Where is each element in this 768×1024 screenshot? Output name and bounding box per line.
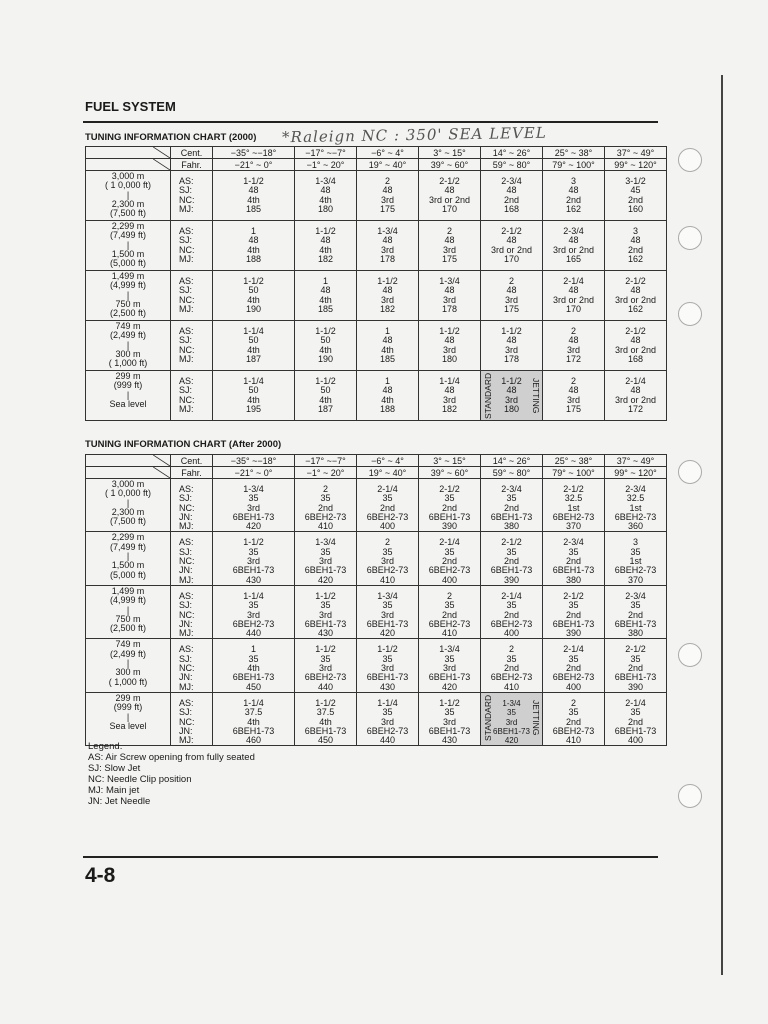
setting-value: 1-1/2 48 3rd 180: [501, 376, 522, 414]
temp-range-fahrenheit: 79° ~ 100°: [543, 159, 605, 171]
setting-value: 2-1/2 35 2nd 6BEH1-73 390: [543, 585, 605, 638]
setting-value: 2 35 2nd 6BEH2-73 410: [543, 692, 605, 745]
setting-value: 2-1/2 48 3rd or 2nd 162: [605, 271, 667, 321]
header-divider-line: [86, 147, 170, 158]
altitude-range: 299 m (999 ft) | Sea level: [86, 692, 171, 745]
setting-value: 1 48 4th 188: [213, 221, 295, 271]
setting-value: 1-3/4 35 3rd 6BEH1-73 420: [357, 585, 419, 638]
fahr-label: Fahr.: [171, 467, 213, 479]
setting-value: 2-3/4 35 2nd 6BEH1-73 380: [481, 479, 543, 532]
setting-value: 2-1/2 48 3rd or 2nd 168: [605, 321, 667, 371]
setting-codes: AS: SJ: NC: MJ:: [171, 321, 213, 371]
setting-value: 2 48 3rd 175: [357, 171, 419, 221]
setting-value: 1-1/2 50 4th 190: [295, 321, 357, 371]
setting-value: 1-1/2 48 4th 185: [213, 171, 295, 221]
temp-range-fahrenheit: 39° ~ 60°: [419, 159, 481, 171]
chart2-title: TUNING INFORMATION CHART (After 2000): [85, 439, 282, 450]
tuning-chart-after-2000: [85, 454, 667, 746]
setting-value: 3 35 1st 6BEH2-73 370: [605, 532, 667, 585]
standard-jetting-cell: [481, 692, 543, 745]
legend-item: SJ: Slow Jet: [88, 763, 141, 774]
temp-range-celsius: 37° ~ 49°: [605, 455, 667, 467]
setting-value: 1-1/2 35 3rd 6BEH1-73 430: [357, 639, 419, 692]
setting-value: 2-3/4 32.5 1st 6BEH2-73 360: [605, 479, 667, 532]
altitude-range: 2,299 m (7,499 ft) | 1,500 m (5,000 ft): [86, 532, 171, 585]
jetting-label: JETTING: [531, 378, 541, 414]
setting-codes: AS: SJ: NC: MJ:: [171, 271, 213, 321]
setting-value: 2-1/2 35 2nd 6BEH1-73 390: [605, 639, 667, 692]
temp-range-celsius: 3° ~ 15°: [419, 147, 481, 159]
setting-value: 1-1/2 50 4th 190: [213, 271, 295, 321]
header-divider-line: [86, 467, 170, 478]
binder-hole: [678, 460, 702, 484]
temp-range-celsius: 25° ~ 38°: [543, 147, 605, 159]
fahr-label: Fahr.: [171, 159, 213, 171]
temp-range-fahrenheit: 59° ~ 80°: [481, 159, 543, 171]
altitude-row: [86, 221, 667, 271]
binder-hole: [678, 784, 702, 808]
setting-value: 1 35 4th 6BEH1-73 450: [213, 639, 295, 692]
setting-value: 2 35 2nd 6BEH2-73 410: [419, 585, 481, 638]
binder-hole: [678, 643, 702, 667]
header-divider-line: [86, 455, 170, 466]
altitude-range: 3,000 m ( 1 0,000 ft) | 2,300 m (7,500 ft): [86, 171, 171, 221]
setting-value: 1-3/4 35 3rd 6BEH1-73 420: [493, 698, 530, 746]
temp-range-celsius: 14° ~ 26°: [481, 147, 543, 159]
setting-value: 1-1/2 35 3rd 6BEH1-73 430: [213, 532, 295, 585]
temp-range-celsius: −6° ~ 4°: [357, 455, 419, 467]
setting-value: 2-1/4 48 3rd or 2nd 170: [543, 271, 605, 321]
setting-value: 1-3/4 48 3rd 178: [419, 271, 481, 321]
setting-value: 2-1/2 35 2nd 6BEH1-73 390: [481, 532, 543, 585]
header-rule: [83, 121, 658, 123]
standard-jetting-cell: [481, 371, 543, 421]
setting-value: 3-1/2 45 2nd 160: [605, 171, 667, 221]
legend-item: NC: Needle Clip position: [88, 774, 192, 785]
setting-value: 1-3/4 35 3rd 6BEH1-73 420: [419, 639, 481, 692]
setting-value: 2-1/4 35 2nd 6BEH2-73 400: [419, 532, 481, 585]
jetting-label: JETTING: [531, 700, 541, 736]
setting-codes: AS: SJ: NC: MJ:: [171, 221, 213, 271]
setting-value: 2 35 2nd 6BEH2-73 410: [295, 479, 357, 532]
legend: [88, 741, 255, 807]
setting-codes: AS: SJ: NC: MJ:: [171, 171, 213, 221]
altitude-range: 749 m (2,499 ft) | 300 m ( 1,000 ft): [86, 321, 171, 371]
setting-value: 2-3/4 35 2nd 6BEH1-73 380: [605, 585, 667, 638]
altitude-header: [86, 467, 171, 479]
handwritten-note: *Raleign NC : 350' SEA LEVEL: [281, 123, 547, 147]
altitude-row: [86, 171, 667, 221]
setting-value: 2 48 3rd 172: [543, 321, 605, 371]
temp-range-celsius: −35° ~−18°: [213, 455, 295, 467]
legend-item: MJ: Main jet: [88, 785, 140, 796]
temp-range-celsius: 14° ~ 26°: [481, 455, 543, 467]
footer-rule: [83, 856, 658, 858]
altitude-range: 3,000 m ( 1 0,000 ft) | 2,300 m (7,500 ft): [86, 479, 171, 532]
temperature-header: [86, 147, 171, 159]
temp-range-fahrenheit: 19° ~ 40°: [357, 159, 419, 171]
setting-value: 2-1/2 35 2nd 6BEH1-73 390: [419, 479, 481, 532]
temp-range-fahrenheit: 19° ~ 40°: [357, 467, 419, 479]
setting-value: 2 35 3rd 6BEH2-73 410: [357, 532, 419, 585]
altitude-row: [86, 639, 667, 692]
setting-value: 2-1/2 48 3rd or 2nd 170: [481, 221, 543, 271]
setting-value: 3 48 2nd 162: [543, 171, 605, 221]
standard-label: STANDARD: [483, 372, 493, 420]
setting-value: 1-1/2 48 4th 182: [295, 221, 357, 271]
temp-range-fahrenheit: −1° ~ 20°: [295, 467, 357, 479]
header-divider-line: [86, 159, 170, 170]
temp-range-celsius: 25° ~ 38°: [543, 455, 605, 467]
setting-value: 2-1/4 35 2nd 6BEH1-73 400: [605, 692, 667, 745]
setting-value: 1-1/4 35 3rd 6BEH2-73 440: [357, 692, 419, 745]
setting-value: 2-3/4 35 2nd 6BEH1-73 380: [543, 532, 605, 585]
setting-value: 1-1/2 50 4th 187: [295, 371, 357, 421]
cent-label: Cent.: [171, 455, 213, 467]
altitude-row: [86, 532, 667, 585]
altitude-row: [86, 371, 667, 421]
setting-codes: AS: SJ: NC: MJ:: [171, 371, 213, 421]
setting-value: 1-1/4 35 3rd 6BEH2-73 440: [213, 585, 295, 638]
setting-value: 1-3/4 48 3rd 178: [357, 221, 419, 271]
chart1-title: TUNING INFORMATION CHART (2000): [85, 132, 257, 143]
header-row-fahrenheit: [86, 159, 667, 171]
cent-label: Cent.: [171, 147, 213, 159]
setting-value: 2-1/4 35 2nd 6BEH2-73 400: [543, 639, 605, 692]
temp-range-fahrenheit: 99° ~ 120°: [605, 467, 667, 479]
page-edge-line: [721, 75, 723, 975]
setting-codes: AS: SJ: NC: JN: MJ:: [171, 585, 213, 638]
setting-value: 2 48 3rd 175: [419, 221, 481, 271]
temp-range-celsius: 3° ~ 15°: [419, 455, 481, 467]
temp-range-fahrenheit: 79° ~ 100°: [543, 467, 605, 479]
temp-range-fahrenheit: −1° ~ 20°: [295, 159, 357, 171]
setting-value: 1-1/4 50 4th 187: [213, 321, 295, 371]
setting-value: 1-1/2 48 3rd 178: [481, 321, 543, 371]
temp-range-celsius: 37° ~ 49°: [605, 147, 667, 159]
setting-value: 1-1/2 35 3rd 6BEH1-73 430: [295, 585, 357, 638]
setting-value: 1-1/2 37.5 4th 6BEH1-73 450: [295, 692, 357, 745]
setting-value: 2-3/4 48 2nd 168: [481, 171, 543, 221]
standard-label: STANDARD: [483, 694, 493, 741]
altitude-row: [86, 479, 667, 532]
altitude-header: [86, 159, 171, 171]
setting-codes: AS: SJ: NC: JN: MJ:: [171, 639, 213, 692]
temp-range-fahrenheit: 59° ~ 80°: [481, 467, 543, 479]
setting-value: 2 48 3rd 175: [481, 271, 543, 321]
setting-value: 2-3/4 48 3rd or 2nd 165: [543, 221, 605, 271]
altitude-row: [86, 271, 667, 321]
header-row-celsius: [86, 147, 667, 159]
binder-hole: [678, 148, 702, 172]
temperature-header: [86, 455, 171, 467]
binder-hole: [678, 226, 702, 250]
altitude-range: 1,499 m (4,999 ft) | 750 m (2,500 ft): [86, 271, 171, 321]
setting-value: 2-1/2 48 3rd or 2nd 170: [419, 171, 481, 221]
header-row-celsius: [86, 455, 667, 467]
setting-value: 1 48 4th 185: [357, 321, 419, 371]
altitude-row: [86, 692, 667, 745]
temp-range-celsius: −35° ~−18°: [213, 147, 295, 159]
setting-value: 2-1/4 35 2nd 6BEH2-73 400: [481, 585, 543, 638]
setting-codes: AS: SJ: NC: JN: MJ:: [171, 692, 213, 745]
legend-item: AS: Air Screw opening from fully seated: [88, 752, 255, 763]
setting-value: 2-1/4 35 2nd 6BEH2-73 400: [357, 479, 419, 532]
setting-value: 2 48 3rd 175: [543, 371, 605, 421]
temp-range-fahrenheit: −21° ~ 0°: [213, 467, 295, 479]
altitude-range: 2,299 m (7,499 ft) | 1,500 m (5,000 ft): [86, 221, 171, 271]
temp-range-celsius: −17° ~−7°: [295, 147, 357, 159]
page-number: 4-8: [85, 864, 116, 887]
temp-range-celsius: −6° ~ 4°: [357, 147, 419, 159]
binder-hole: [678, 302, 702, 326]
altitude-row: [86, 321, 667, 371]
section-title: FUEL SYSTEM: [85, 99, 176, 114]
setting-value: 2-1/2 32.5 1st 6BEH2-73 370: [543, 479, 605, 532]
setting-value: 3 48 2nd 162: [605, 221, 667, 271]
setting-value: 1-1/2 48 3rd 182: [357, 271, 419, 321]
altitude-row: [86, 585, 667, 638]
temp-range-fahrenheit: 99° ~ 120°: [605, 159, 667, 171]
setting-value: 1-1/4 37.5 4th 6BEH1-73 460: [213, 692, 295, 745]
tuning-chart-2000: [85, 146, 667, 421]
temp-range-fahrenheit: 39° ~ 60°: [419, 467, 481, 479]
setting-value: 1-1/4 50 4th 195: [213, 371, 295, 421]
setting-codes: AS: SJ: NC: JN: MJ:: [171, 532, 213, 585]
setting-value: 1-1/2 35 3rd 6BEH1-73 430: [419, 692, 481, 745]
setting-value: 1-3/4 35 3rd 6BEH1-73 420: [213, 479, 295, 532]
setting-value: 1-1/2 35 3rd 6BEH2-73 440: [295, 639, 357, 692]
setting-value: 2 35 2nd 6BEH2-73 410: [481, 639, 543, 692]
setting-codes: AS: SJ: NC: JN: MJ:: [171, 479, 213, 532]
setting-value: 1 48 4th 185: [295, 271, 357, 321]
legend-item: JN: Jet Needle: [88, 796, 151, 807]
altitude-range: 1,499 m (4,999 ft) | 750 m (2,500 ft): [86, 585, 171, 638]
setting-value: 1 48 4th 188: [357, 371, 419, 421]
setting-value: 1-1/4 48 3rd 182: [419, 371, 481, 421]
setting-value: 1-3/4 35 3rd 6BEH1-73 420: [295, 532, 357, 585]
legend-title: Legend.: [88, 741, 123, 752]
altitude-range: 749 m (2,499 ft) | 300 m ( 1,000 ft): [86, 639, 171, 692]
setting-value: 1-1/2 48 3rd 180: [419, 321, 481, 371]
temp-range-fahrenheit: −21° ~ 0°: [213, 159, 295, 171]
setting-value: 1-3/4 48 4th 180: [295, 171, 357, 221]
temp-range-celsius: −17° ~−7°: [295, 455, 357, 467]
altitude-range: 299 m (999 ft) | Sea level: [86, 371, 171, 421]
setting-value: 2-1/4 48 3rd or 2nd 172: [605, 371, 667, 421]
header-row-fahrenheit: [86, 467, 667, 479]
